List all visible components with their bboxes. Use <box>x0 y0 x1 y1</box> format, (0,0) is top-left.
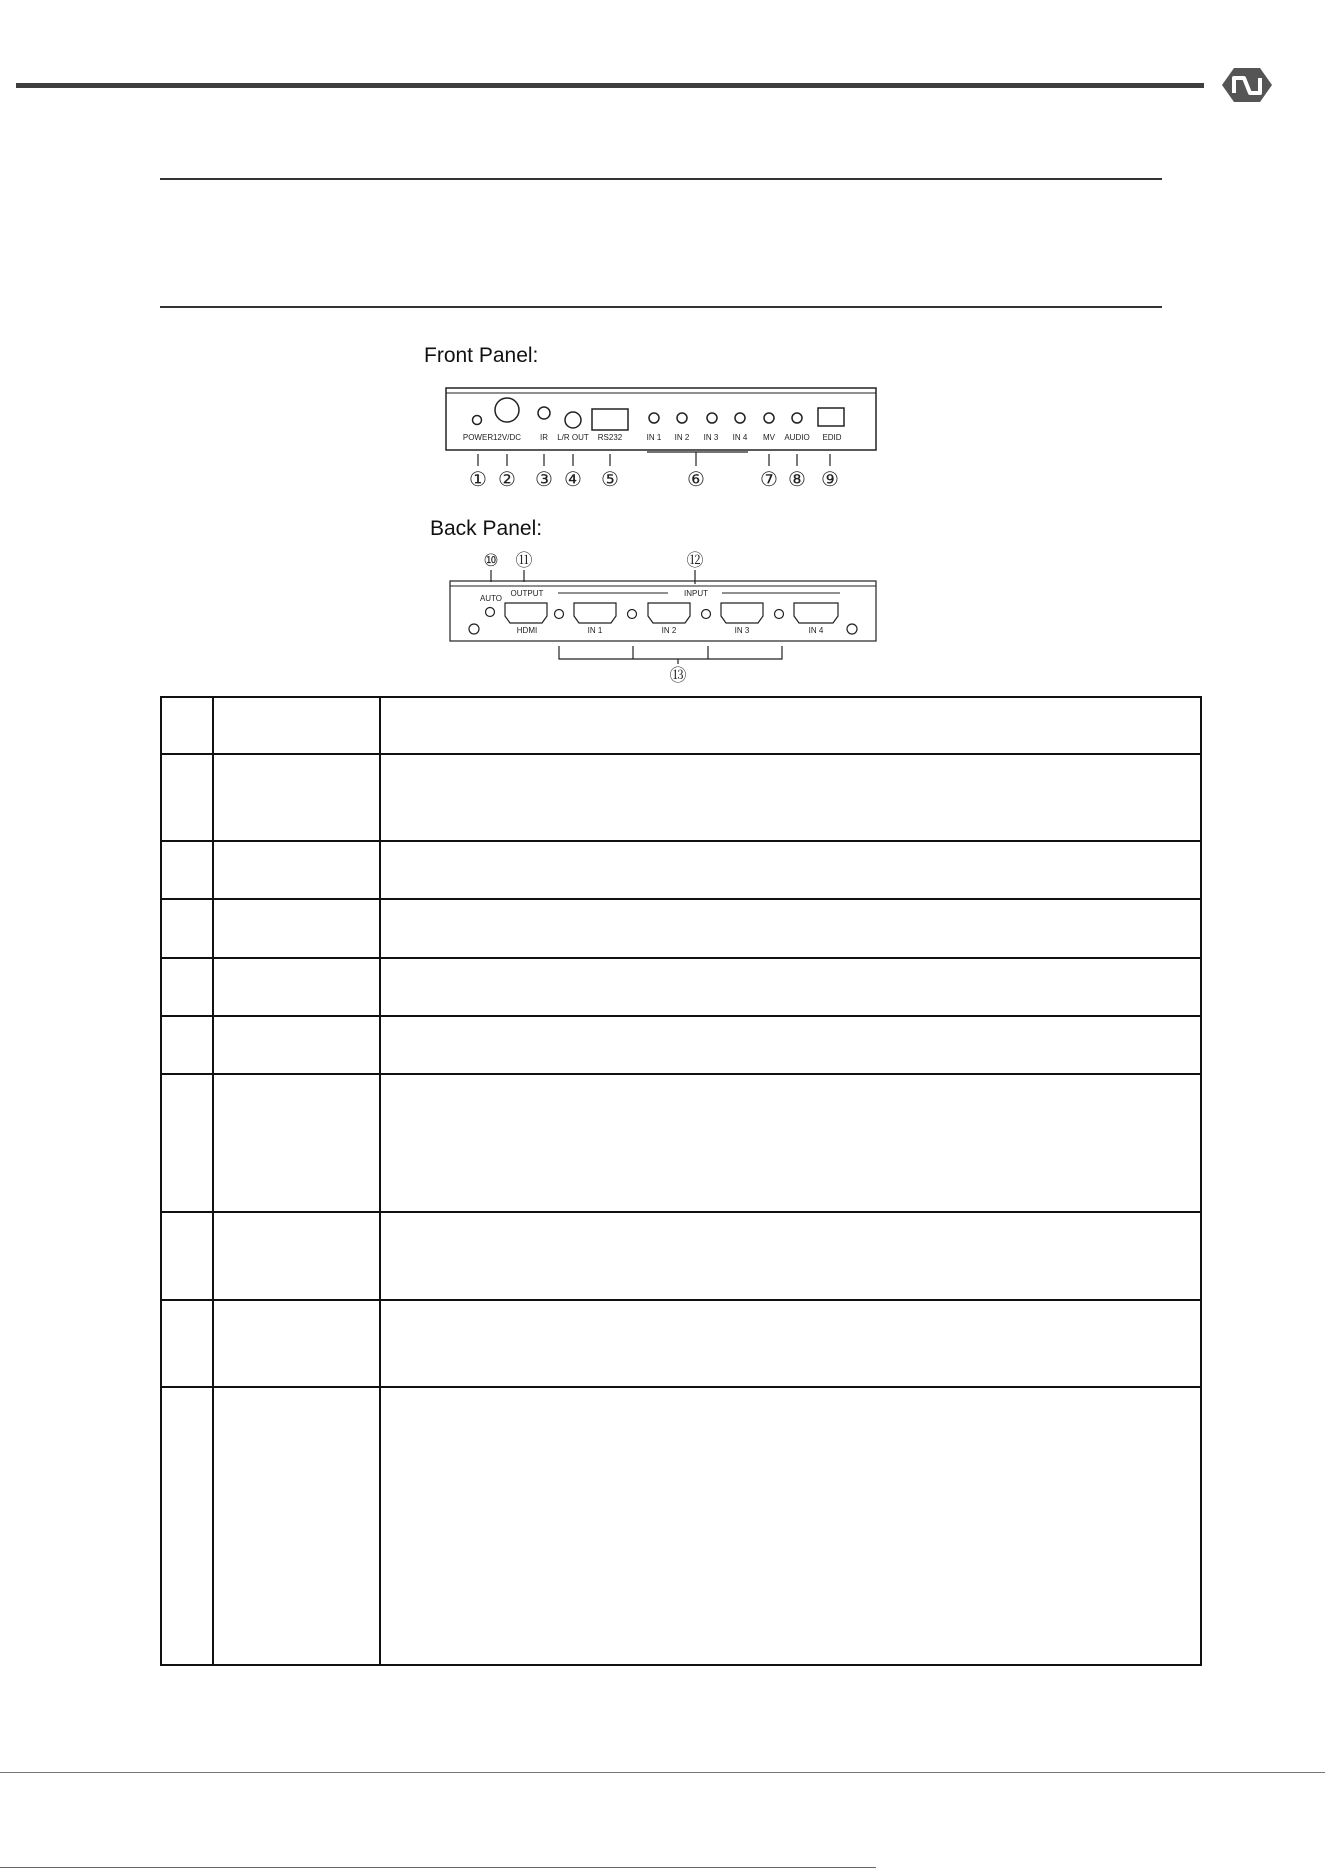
in3-led-icon <box>702 610 711 619</box>
callout-6: ⑥ <box>687 469 705 491</box>
in3-button-icon <box>707 413 717 423</box>
callout-7: ⑦ <box>760 469 778 491</box>
in2-label: IN 2 <box>674 433 690 442</box>
front-panel-diagram <box>440 380 880 500</box>
hdmi-output-port-icon <box>505 603 547 623</box>
callout-3: ③ <box>535 469 553 491</box>
back-in4-label: IN 4 <box>808 626 824 635</box>
back-panel-diagram <box>440 548 880 688</box>
brand-logo-icon <box>1222 66 1272 104</box>
callout-11: ⑪ <box>515 551 533 570</box>
hdmi-in3-port-icon <box>721 603 763 623</box>
table-row <box>161 1387 1201 1665</box>
callout-10: ⑩ <box>483 551 499 570</box>
hdmi-in1-port-icon <box>574 603 616 623</box>
edid-switch-icon <box>818 408 844 426</box>
callout-9: ⑨ <box>821 469 839 491</box>
in3-label: IN 3 <box>703 433 719 442</box>
ir-label: IR <box>540 433 548 442</box>
power-label: POWER <box>462 433 494 442</box>
in1-button-icon <box>649 413 659 423</box>
table-row <box>161 754 1201 841</box>
rs232-label: RS232 <box>597 433 623 442</box>
mount-hole-right-icon <box>847 624 857 634</box>
input-label: INPUT <box>684 589 708 598</box>
back-in3-label: IN 3 <box>734 626 750 635</box>
front-panel-title: Front Panel: <box>424 344 539 367</box>
mount-hole-left-icon <box>469 624 479 634</box>
hdmi-label: HDMI <box>516 626 538 635</box>
output-label: OUTPUT <box>510 589 544 598</box>
in2-button-icon <box>677 413 687 423</box>
in4-button-icon <box>735 413 745 423</box>
in4-label: IN 4 <box>732 433 748 442</box>
table-header-row <box>161 697 1201 754</box>
table-row <box>161 1212 1201 1300</box>
back-in2-label: IN 2 <box>661 626 677 635</box>
callout-12: ⑫ <box>686 551 704 570</box>
section-rule-bottom <box>160 306 1162 308</box>
hdmi-in2-port-icon <box>648 603 690 623</box>
spec-table <box>160 696 1202 1666</box>
edid-label: EDID <box>822 433 842 442</box>
in1-label: IN 1 <box>646 433 662 442</box>
back-in1-label: IN 1 <box>587 626 603 635</box>
table-row <box>161 1016 1201 1074</box>
in2-led-icon <box>628 610 637 619</box>
table-row <box>161 958 1201 1016</box>
in1-led-icon <box>555 610 564 619</box>
in4-led-icon <box>775 610 784 619</box>
callout-4: ④ <box>564 469 582 491</box>
header-rule <box>16 83 1204 88</box>
audio-label: AUDIO <box>784 433 810 442</box>
ir-sensor-icon <box>538 407 550 419</box>
auto-label: AUTO <box>479 594 503 603</box>
section-rule-top <box>160 178 1162 180</box>
footer-rule-top <box>0 1772 1325 1773</box>
lr-out-label: L/R OUT <box>557 433 589 442</box>
dc-label: 12V/DC <box>492 433 522 442</box>
callout-1: ① <box>469 469 487 491</box>
callout-13: ⑬ <box>669 666 687 685</box>
dc-jack-icon <box>495 398 519 422</box>
lr-out-jack-icon <box>565 412 581 428</box>
footer-rule-bottom <box>0 1867 876 1868</box>
table-row <box>161 841 1201 899</box>
mv-button-icon <box>764 413 774 423</box>
auto-led-icon <box>486 608 495 617</box>
audio-button-icon <box>792 413 802 423</box>
table-row <box>161 899 1201 958</box>
table-row <box>161 1300 1201 1387</box>
table-row <box>161 1074 1201 1212</box>
rs232-port-icon <box>592 409 628 430</box>
callout-2: ② <box>498 469 516 491</box>
callout-5: ⑤ <box>601 469 619 491</box>
mv-label: MV <box>763 433 775 442</box>
hdmi-in4-port-icon <box>794 603 838 623</box>
back-panel-title: Back Panel: <box>430 517 543 540</box>
callout-8: ⑧ <box>788 469 806 491</box>
power-led-icon <box>473 416 482 425</box>
